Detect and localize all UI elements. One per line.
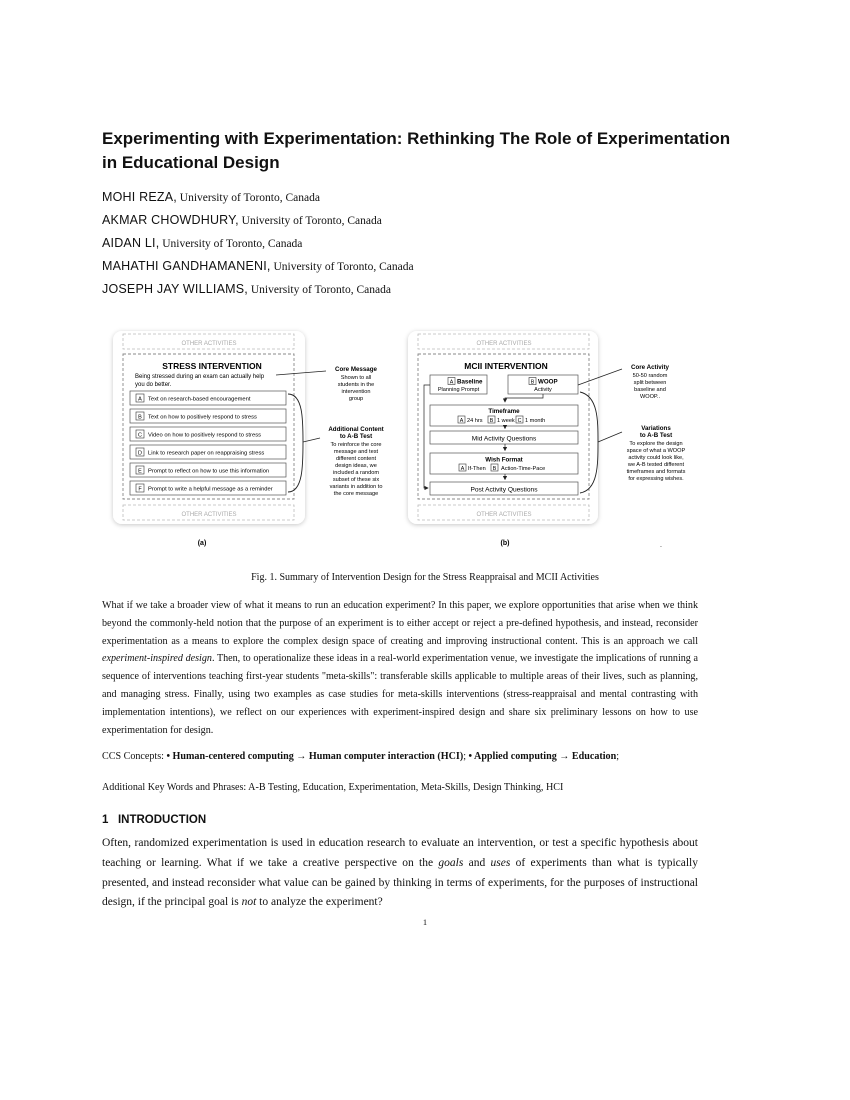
variations-connector xyxy=(598,432,622,442)
core-activity-note: baseline and xyxy=(634,387,666,393)
variant-key: E xyxy=(138,468,142,475)
panel-a xyxy=(113,331,384,547)
variations-title: to A-B Test xyxy=(639,432,673,439)
other-activities-label: OTHER ACTIVITIES xyxy=(476,341,532,347)
core-message-note: Shown to all xyxy=(340,375,372,381)
mcii-heading: MCII INTERVENTION xyxy=(464,361,548,371)
intro-text: of experiments than what is typically presented, and instead reconsider what value can be gained by thinking in terms of experiments, for the purposes of instructional design, if the principal goal is xyxy=(102,856,698,909)
additional-content-note: the core message xyxy=(333,491,379,497)
core-message-line-1: Being stressed during an exam can actually help xyxy=(135,374,265,380)
variant-c xyxy=(130,427,286,441)
timeframe-title: Timeframe xyxy=(488,408,520,415)
baseline-subtitle: Planning Prompt xyxy=(437,387,480,393)
timeframe-option: 1 week xyxy=(497,418,515,424)
core-message-note: students in the xyxy=(337,382,375,388)
variant-key: B xyxy=(530,379,535,386)
variant-key: A xyxy=(459,417,464,424)
core-message-note: intervention xyxy=(341,389,371,395)
variations-note: space of what a WOOP xyxy=(626,448,686,454)
variant-text: Prompt to reflect on how to use this information xyxy=(148,468,270,475)
abstract-text: What if we take a broader view of what it means to run an education experiment? In this paper, we explore opportunities that arise when we think beyond the commonly-held notion that the purpose of an experiment is to either accept or reject a pre-defined hypothesis, and instead, reconsider experimentation as a means to explore the complex design space of creating and improving instructional content. This is an approach we call xyxy=(102,600,698,647)
post-activity-label: Post Activity Questions xyxy=(470,486,538,494)
additional-content-note: variants in addition to xyxy=(329,484,383,490)
abstract-text: . Then, to operationalize these ideas in a real-world experimentation venue, we investigate the implications of running a sequence of interventions teaching first-year students "meta-skills": transferable skills applicable to multiple areas of their lives, such as planning, and managing stress. Finally, using two examples as case studies for meta-skills interventions (stress-reappraisal and mental contrasting with implementation intentions), we reflect on our experiences with experiment-inspired design and share six preliminary lessons on how to use experimentation for design. xyxy=(102,653,698,736)
variants-connector xyxy=(303,438,320,442)
panel-a-label: (a) xyxy=(197,540,207,547)
core-message-title: Core Message xyxy=(335,366,377,373)
core-activity-note: WOOP.. xyxy=(639,394,661,400)
author-affiliation: University of Toronto, Canada xyxy=(250,284,391,296)
ccs-concepts xyxy=(102,751,702,762)
core-message-line-2: you do better. xyxy=(135,382,172,388)
page-number: 1 xyxy=(422,917,428,927)
author-name: AIDAN LI, xyxy=(102,236,160,250)
wish-option: If-Then xyxy=(468,466,486,472)
variations-note: activity could look like, xyxy=(628,455,684,461)
variant-text: Link to research paper on reappraising stress xyxy=(148,450,265,457)
author-affiliation: University of Toronto, Canada xyxy=(273,261,414,273)
author-name: AKMAR CHOWDHURY, xyxy=(102,213,239,227)
author-affiliation: University of Toronto, Canada xyxy=(179,192,320,204)
variant-text: Prompt to write a helpful message as a reminder xyxy=(148,486,273,493)
variations-note: To explore the design xyxy=(629,441,683,447)
additional-content-note: design ideas, we xyxy=(335,463,377,469)
introduction-paragraph xyxy=(102,834,698,913)
abstract-emphasis: experiment-inspired design xyxy=(102,653,212,665)
variations-note: we A-B tested different xyxy=(627,462,685,468)
additional-content-note: message and test xyxy=(333,449,379,455)
variant-key: B xyxy=(492,465,497,472)
mid-activity-label: Mid Activity Questions xyxy=(471,435,537,443)
figure-1 xyxy=(0,320,850,560)
figure-caption: Fig. 1. Summary of Intervention Design for the Stress Reappraisal and MCII Activities xyxy=(251,572,599,583)
variations-note: for expressing wishes. xyxy=(628,476,684,482)
author-line xyxy=(102,212,382,229)
variant-key: D xyxy=(138,450,142,457)
baseline-title: Baseline xyxy=(457,378,483,386)
author-affiliation: University of Toronto, Canada xyxy=(162,238,303,250)
author-line xyxy=(102,258,414,275)
panel-b xyxy=(408,331,686,549)
additional-content-note: included a random xyxy=(332,470,380,476)
variant-b xyxy=(130,409,286,423)
wish-format-title: Wish Format xyxy=(485,456,523,464)
variant-key: B xyxy=(489,417,494,424)
keywords: Additional Key Words and Phrases: A-B Testing, Education, Experimentation, Meta-Skills, Design Thinking, HCI xyxy=(102,782,564,793)
variant-key: C xyxy=(138,432,142,439)
additional-content-note: different content xyxy=(335,456,377,462)
ccs-separator: ; xyxy=(463,751,469,762)
additional-content-title: Additional Content xyxy=(328,426,384,433)
variant-key: A xyxy=(449,379,454,386)
author-name: MAHATHI GANDHAMANENI, xyxy=(102,259,271,273)
variant-key: B xyxy=(138,414,142,421)
author-affiliation: University of Toronto, Canada xyxy=(241,215,382,227)
paper-title: Experimenting with Experimentation: Rethinking The Role of Experimentation in Educational Design xyxy=(102,129,731,172)
author-line xyxy=(102,281,391,298)
variant-a xyxy=(130,391,286,405)
variant-key: A xyxy=(138,396,142,403)
ccs-end: ; xyxy=(616,751,620,762)
author-line xyxy=(102,235,302,252)
author-name: MOHI REZA, xyxy=(102,190,177,204)
author-line xyxy=(102,189,320,206)
stray-mark: . xyxy=(660,542,662,549)
variant-e xyxy=(130,463,286,477)
wish-option: Action-Time-Pace xyxy=(501,466,546,472)
core-activity-note: split between xyxy=(633,380,667,386)
other-activities-label: OTHER ACTIVITIES xyxy=(181,341,237,347)
panel-b-label: (b) xyxy=(500,540,510,547)
intro-text: to analyze the experiment? xyxy=(256,896,383,909)
variant-text: Video on how to positively respond to stress xyxy=(148,432,261,439)
variant-text: Text on research-based encouragement xyxy=(148,396,251,403)
variations-title: Variations xyxy=(641,425,671,432)
timeframe-option: 24 hrs xyxy=(467,418,483,424)
variations-note: timeframes and formats xyxy=(626,469,686,475)
additional-content-note: subset of these six xyxy=(332,477,380,483)
core-activity-note: 50-50 random xyxy=(632,373,668,379)
core-activity-title: Core Activity xyxy=(631,364,669,371)
variant-d xyxy=(130,445,286,459)
intro-emphasis: not xyxy=(241,896,257,909)
intro-emphasis: uses xyxy=(490,856,511,869)
variant-key: C xyxy=(517,417,522,424)
woop-title: WOOP xyxy=(538,378,558,386)
additional-content-note: To reinforce the core xyxy=(330,442,382,448)
variant-key: F xyxy=(138,486,142,493)
core-message-note: group xyxy=(348,396,364,402)
author-name: JOSEPH JAY WILLIAMS, xyxy=(102,282,248,296)
variant-text: Text on how to positively respond to stress xyxy=(148,414,257,421)
section-heading: 1 INTRODUCTION xyxy=(102,814,207,826)
other-activities-label: OTHER ACTIVITIES xyxy=(181,512,237,518)
variant-f xyxy=(130,481,286,495)
ccs-concept: • Human-centered computing → Human computer interaction (HCI) xyxy=(166,751,464,762)
variant-key: A xyxy=(460,465,465,472)
additional-content-title: to A-B Test xyxy=(339,433,373,440)
stress-heading: STRESS INTERVENTION xyxy=(162,361,262,371)
woop-subtitle: Activity xyxy=(534,387,552,393)
ccs-concept: • Applied computing → Education xyxy=(468,751,617,762)
ccs-lead: CCS Concepts: xyxy=(102,751,167,762)
other-activities-label: OTHER ACTIVITIES xyxy=(476,512,532,518)
timeframe-option: 1 month xyxy=(525,418,546,424)
abstract xyxy=(102,597,698,739)
intro-text: Often, randomized experimentation is used in education research to evaluate an intervention, or test a specific hypothesis about teaching or learning. What if we take a creative perspective on the xyxy=(102,837,698,869)
intro-text: and xyxy=(463,856,491,869)
intro-emphasis: goals xyxy=(438,856,464,869)
